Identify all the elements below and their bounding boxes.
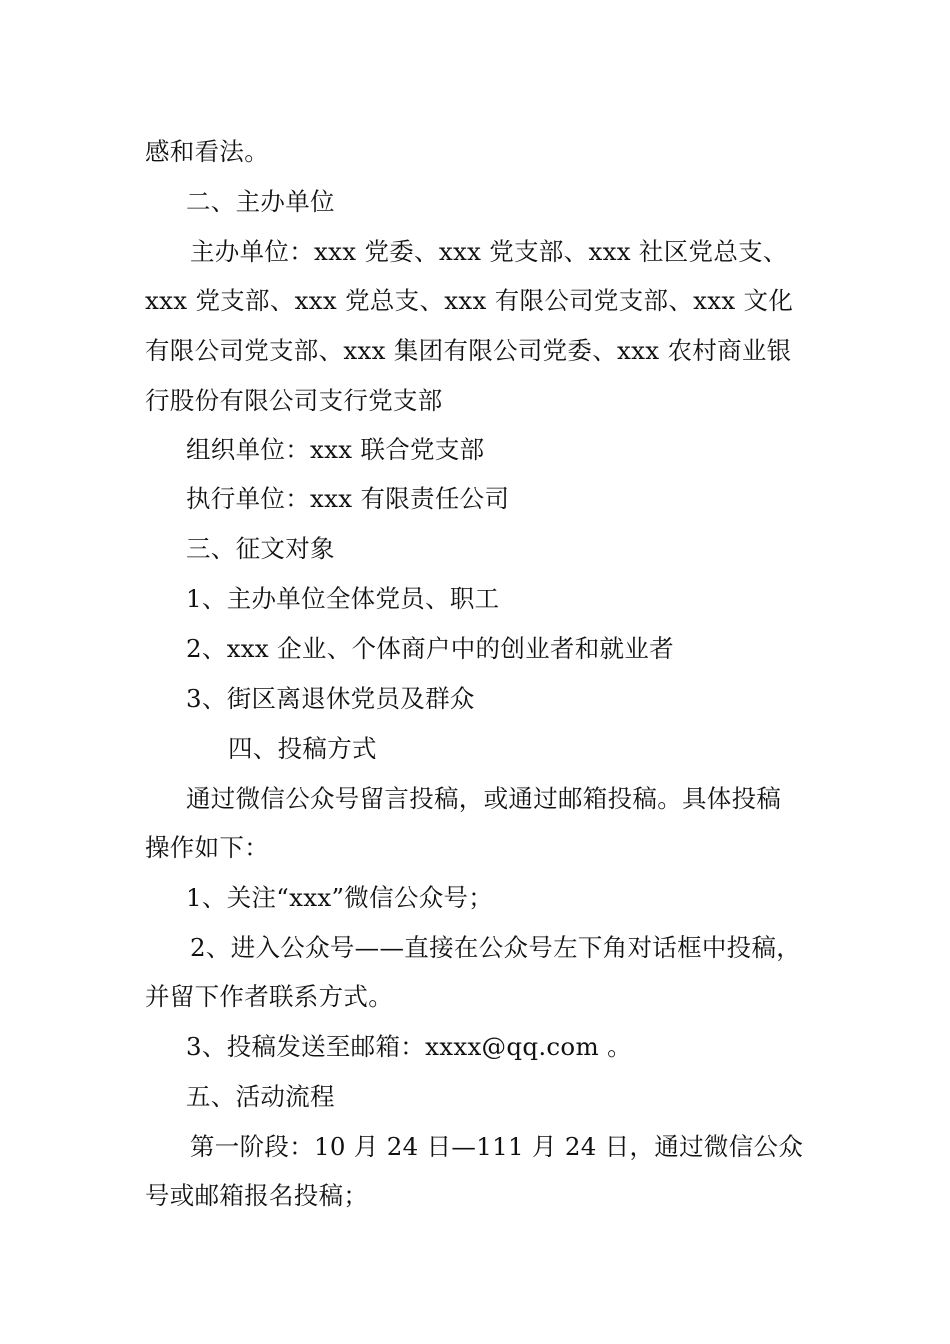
body-text-line: 第一阶段：10 月 24 日—111 月 24 日，通过微信公众	[190, 1132, 804, 1161]
section-heading: 三、征文对象	[186, 534, 335, 563]
body-text-line: 组织单位：xxx 联合党支部	[186, 435, 485, 464]
list-item: 1、主办单位全体党员、职工	[186, 584, 500, 613]
section-heading: 四、投稿方式	[228, 734, 377, 763]
list-item: 1、关注“xxx”微信公众号；	[186, 883, 494, 912]
section-heading: 二、主办单位	[186, 187, 335, 216]
list-item: 3、投稿发送至邮箱：xxxx@qq.com 。	[186, 1032, 632, 1061]
body-text-line: 号或邮箱报名投稿；	[145, 1181, 369, 1210]
list-item: 3、街区离退休党员及群众	[186, 684, 475, 713]
list-item: 2、xxx 企业、个体商户中的创业者和就业者	[186, 634, 674, 663]
body-text-line: xxx 党支部、xxx 党总支、xxx 有限公司党支部、xxx 文化	[145, 286, 794, 315]
body-text-line: 通过微信公众号留言投稿，或通过邮箱投稿。具体投稿	[186, 784, 782, 813]
list-item: 2、进入公众号——直接在公众号左下角对话框中投稿，	[190, 933, 802, 962]
body-text-line: 操作如下：	[145, 833, 269, 862]
section-heading: 五、活动流程	[186, 1082, 335, 1111]
body-text-line: 主办单位：xxx 党委、xxx 党支部、xxx 社区党总支、	[190, 237, 788, 266]
body-text-line: 执行单位：xxx 有限责任公司	[186, 484, 510, 513]
body-text-line: 感和看法。	[145, 137, 269, 166]
body-text-line: 并留下作者联系方式。	[145, 982, 393, 1011]
body-text-line: 行股份有限公司支行党支部	[145, 386, 443, 415]
body-text-line: 有限公司党支部、xxx 集团有限公司党委、xxx 农村商业银	[145, 336, 792, 365]
